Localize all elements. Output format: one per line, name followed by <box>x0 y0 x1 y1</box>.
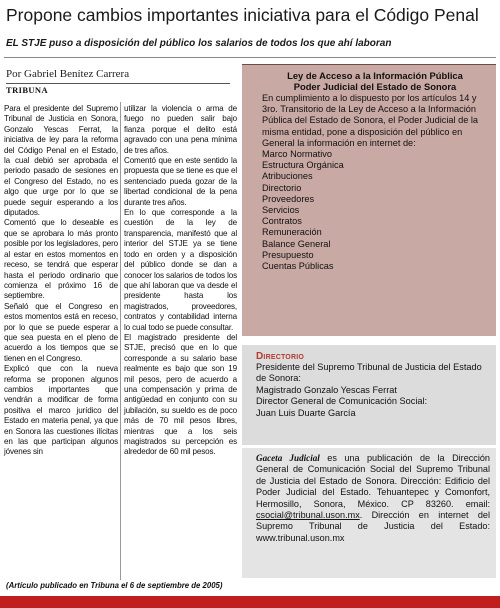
article-paragraph: En lo que corresponde a la cuestión de la ley de transparencia, manifestó que al interior del STJE ya se tiene todo en orden y a disposición del público donde se dan a conocer los salarios de todos los que ahí laboran que va desde el presidente hasta los magistrados, proveedores, contratos y contabilidad interna lo cual todo se puede consultar. <box>124 208 237 332</box>
publication-note: (Artículo publicado en Tribuna el 6 de septiembre de 2005) <box>6 581 223 590</box>
directorio-body <box>256 362 490 419</box>
directorio-heading: Directorio <box>256 351 304 362</box>
directorio-line: Presidente del Supremo Tribunal de Justicia del Estado de Sonora: <box>256 362 482 384</box>
law-box-title <box>262 70 488 92</box>
law-info-item: Servicios <box>262 205 300 216</box>
directorio-line: Director General de Comunicación Social: <box>256 396 428 407</box>
headline: Propone cambios importantes iniciativa para el Código Penal <box>6 5 479 25</box>
transparency-law-box <box>242 64 496 336</box>
article-paragraph: Comentó que lo deseable es que se aprobara lo más pronto posible por los legisladores, pero al estar en estos momentos en receso, se tendrá que esperar hasta el periodo ordinario que comienza el próximo 16 de septiembre. <box>4 218 118 301</box>
subheadline: EL STJE puso a disposición del público los salarios de todos los que ahí laboran <box>6 38 392 49</box>
article-paragraph: Señaló que el Congreso en estos momentos está en receso, por lo que se puede esperar a que sea puesta en el pleno de acuerdo a los tiempos que se tienen en el Congreso. <box>4 301 118 363</box>
law-box-intro: En cumplimiento a lo dispuesto por los artículos 14 y 3ro. Transitorio de la Ley de Acceso a la Información Pública del Estado de Sonora, el Poder Judicial de la misma entidad, pone a disposición del público en General la información en internet de: <box>262 93 479 148</box>
article-column-1 <box>4 104 118 458</box>
law-info-item: Remuneración <box>262 227 322 238</box>
article-paragraph: Explicó que con la nueva reforma se proponen algunos cambios importantes que vendrán a modificar de forma positiva el marco jurídico del Estado en materia penal, ya que en Sonora las cuestiones ilícitas en las que participan algunos jóvenes sin <box>4 364 118 457</box>
byline-divider <box>6 83 230 84</box>
outlet-name: TRIBUNA <box>6 85 49 95</box>
law-info-item: Balance General <box>262 238 331 249</box>
gaceta-web-info: . Dirección en internet del Supremo Tribunal de Justicia del Estado: www.tribunal.uson.mx <box>256 510 490 543</box>
article-column-2 <box>124 104 237 458</box>
footer-accent-bar <box>0 596 500 608</box>
law-info-item: Atribuciones <box>262 171 313 182</box>
law-info-item: Contratos <box>262 216 302 227</box>
article-paragraph: Comentó que en este sentido la propuesta que se tiene es que el sentenciado pueda gozar de la libertad condicional de la pena durante tres años. <box>124 156 237 207</box>
directorio-line: Juan Luis Duarte García <box>256 407 356 418</box>
column-divider <box>120 102 121 580</box>
article-paragraph: utilizar la violencia o arma de fuego no pueden salir bajo fianza porque el delito está agravado con una pena mínima de tres años. <box>124 104 237 155</box>
law-info-item: Estructura Orgánica <box>262 160 344 171</box>
law-info-item: Presupuesto <box>262 249 314 260</box>
byline: Por Gabriel Benítez Carrera <box>6 68 130 80</box>
law-info-item: Directorio <box>262 182 302 193</box>
article-paragraph: El magistrado presidente del STJE, precisó que en lo que corresponde a su salario base realmente es bajo que son 19 mil pesos, pero de acuerdo a una compensación y prima de antigüedad en conjunto con su jubilación, su sueldo es de poco más de 70 mil pesos libres, mientras que a los seis magistrados su percepción es alrededor de 60 mil pesos. <box>124 332 237 457</box>
directorio-box <box>242 345 496 445</box>
law-info-list <box>262 149 488 272</box>
law-box-title-line: Poder Judicial del Estado de Sonora <box>293 81 457 92</box>
gaceta-text <box>256 453 490 544</box>
gaceta-description: es una publicación de la Dirección General de Comunicación Social del Supremo Tribunal de Justicia del Estado de Sonora. Dirección: Edificio del Poder Judicial del Estado. Tehuantepec y Comonfort, Hermosillo, Sonora, México. CP 83260. email: <box>256 453 490 509</box>
article-paragraph: Para el presidente del Supremo Tribunal de Justicia en Sonora, Gonzalo Yescas Ferrat, la iniciativa de ley para la reforma del Código Penal en el Estado, la cual debió ser aprobada el periodo pasado de sesiones en el Congreso del Estado, no es algo que urge por lo que se puede seguir esperando a los diputados. <box>4 104 118 218</box>
law-info-item: Cuentas Públicas <box>262 261 334 272</box>
gaceta-email-link[interactable]: csocial@tribunal.uson.mx <box>256 510 360 521</box>
gaceta-info-box <box>242 448 496 578</box>
header-divider <box>4 57 496 58</box>
gaceta-name: Gaceta Judicial <box>256 453 320 463</box>
law-box-title-line: Ley de Acceso a la Información Pública <box>287 70 463 81</box>
law-info-item: Proveedores <box>262 193 315 204</box>
directorio-line: Magistrado Gonzalo Yescas Ferrat <box>256 384 397 395</box>
law-info-item: Marco Normativo <box>262 149 332 160</box>
